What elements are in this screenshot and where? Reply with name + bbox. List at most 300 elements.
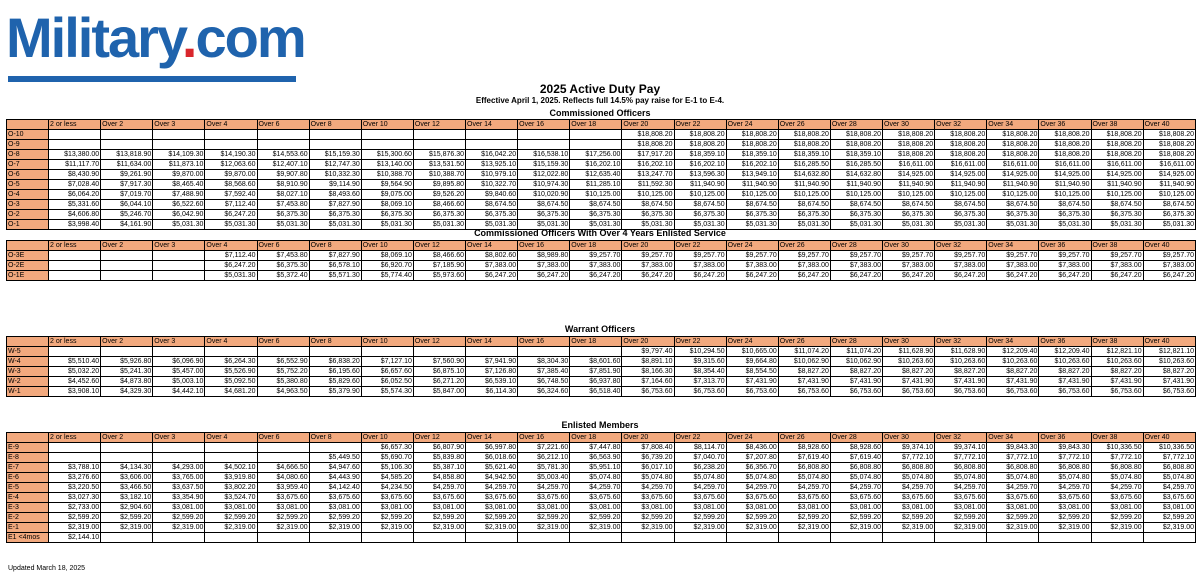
pay-cell: $8,674.50 [674,200,726,210]
pay-cell: $3,354.90 [153,493,205,503]
pay-cell: $7,164.60 [622,377,674,387]
pay-cell: $7,383.00 [778,261,830,271]
pay-cell: $6,375.30 [413,210,465,220]
pay-cell: $2,319.00 [830,523,882,533]
column-header: Over 6 [257,337,309,347]
pay-cell: $3,675.60 [778,493,830,503]
pay-cell: $18,808.20 [883,130,935,140]
column-header: Over 34 [987,241,1039,251]
pay-cell [49,453,101,463]
pay-cell: $7,827.90 [309,251,361,261]
pay-cell: $4,142.40 [309,483,361,493]
pay-cell: $2,599.20 [466,513,518,523]
pay-cell: $7,941.90 [466,357,518,367]
pay-cell: $11,940.90 [726,180,778,190]
pay-cell: $2,319.00 [778,523,830,533]
pay-cell: $2,319.00 [726,523,778,533]
pay-cell: $18,808.20 [883,140,935,150]
pay-cell: $16,611.00 [883,160,935,170]
pay-cell [309,130,361,140]
pay-cell [205,533,257,543]
pay-cell: $18,808.20 [1143,140,1195,150]
pay-cell: $3,081.00 [1091,503,1143,513]
pay-cell: $10,263.60 [1039,357,1091,367]
pay-row [7,377,1196,387]
pay-cell: $5,621.40 [466,463,518,473]
pay-cell: $18,808.20 [674,130,726,140]
pay-cell: $4,259.70 [1143,483,1195,493]
pay-cell: $4,259.70 [622,483,674,493]
pay-cell [257,140,309,150]
pay-row [7,513,1196,523]
pay-row [7,483,1196,493]
pay-cell: $8,910.90 [257,180,309,190]
pay-cell: $4,259.70 [518,483,570,493]
pay-cell: $10,388.70 [413,170,465,180]
pay-cell: $7,185.90 [413,261,465,271]
pay-cell: $6,195.60 [309,367,361,377]
pay-cell [309,533,361,543]
pay-cell: $10,125.00 [726,190,778,200]
pay-cell: $9,257.70 [935,251,987,261]
pay-cell: $5,074.80 [987,473,1039,483]
pay-cell: $6,247.20 [987,271,1039,281]
pay-cell: $2,599.20 [778,513,830,523]
pay-cell: $11,074.20 [830,347,882,357]
pay-cell: $9,870.00 [205,170,257,180]
pay-cell [153,261,205,271]
pay-cell [361,130,413,140]
pay-cell: $5,074.80 [622,473,674,483]
pay-cell: $8,827.20 [935,367,987,377]
pay-cell [153,453,205,463]
pay-cell: $16,202.10 [726,160,778,170]
column-header: Over 22 [674,337,726,347]
pay-cell: $11,940.90 [1091,180,1143,190]
pay-cell [413,533,465,543]
grade-label: O-9 [7,140,49,150]
pay-cell: $3,220.50 [49,483,101,493]
pay-cell: $3,081.00 [205,503,257,513]
column-header: Over 6 [257,120,309,130]
pay-cell [101,347,153,357]
column-header: Over 26 [778,241,830,251]
pay-cell: $5,839.80 [413,453,465,463]
pay-cell: $10,332.30 [309,170,361,180]
pay-cell: $2,599.20 [1143,513,1195,523]
column-header: Over 30 [883,337,935,347]
pay-cell: $3,081.00 [570,503,622,513]
column-header: Over 36 [1039,241,1091,251]
pay-cell: $7,431.90 [830,377,882,387]
pay-cell: $8,674.50 [622,200,674,210]
pay-cell: $6,753.60 [674,387,726,397]
column-header: Over 2 [101,120,153,130]
pay-cell: $10,388.70 [361,170,413,180]
pay-cell: $6,657.30 [361,443,413,453]
pay-cell: $13,140.00 [361,160,413,170]
pay-cell: $8,827.20 [1039,367,1091,377]
pay-cell: $10,336.50 [1091,443,1143,453]
column-header: Over 40 [1143,433,1195,443]
pay-cell: $5,241.30 [101,367,153,377]
pay-cell: $6,375.30 [466,210,518,220]
pay-cell: $7,592.40 [205,190,257,200]
column-header: 2 or less [49,241,101,251]
pay-cell: $4,606.80 [49,210,101,220]
pay-cell [1091,533,1143,543]
pay-cell: $5,571.30 [309,271,361,281]
pay-cell [205,130,257,140]
pay-cell: $2,319.00 [622,523,674,533]
column-header: Over 4 [205,120,257,130]
pay-cell: $5,031.30 [205,271,257,281]
grade-label: O-4 [7,190,49,200]
pay-cell: $3,182.10 [101,493,153,503]
pay-cell: $3,802.20 [205,483,257,493]
pay-cell: $5,031.30 [935,220,987,230]
pay-cell: $16,538.10 [518,150,570,160]
pay-cell: $7,112.40 [205,251,257,261]
pay-row [7,367,1196,377]
pay-cell: $8,674.50 [778,200,830,210]
pay-cell: $7,619.40 [778,453,830,463]
column-header: Over 32 [935,433,987,443]
pay-cell: $3,466.50 [101,483,153,493]
pay-cell: $8,674.50 [466,200,518,210]
pay-cell: $5,074.80 [883,473,935,483]
column-header: Over 3 [153,120,205,130]
pay-cell: $5,003.10 [153,377,205,387]
pay-cell: $9,075.00 [361,190,413,200]
pay-cell: $2,319.00 [674,523,726,533]
pay-cell: $9,840.60 [466,190,518,200]
pay-cell: $14,632.80 [830,170,882,180]
pay-cell: $16,202.10 [674,160,726,170]
pay-cell: $5,074.80 [570,473,622,483]
pay-cell: $7,827.90 [309,200,361,210]
pay-cell: $2,599.20 [205,513,257,523]
pay-cell [518,347,570,357]
grade-label: O-1 [7,220,49,230]
pay-cell: $8,989.80 [518,251,570,261]
pay-cell: $16,285.50 [830,160,882,170]
pay-cell: $13,925.10 [466,160,518,170]
pay-cell [622,533,674,543]
pay-cell: $7,383.00 [1091,261,1143,271]
pay-cell: $18,808.20 [935,140,987,150]
header-grade-cell [7,241,49,251]
pay-cell: $6,247.20 [883,271,935,281]
pay-cell: $8,465.40 [153,180,205,190]
pay-cell: $3,675.60 [518,493,570,503]
grade-label: O-2 [7,210,49,220]
pay-cell: $3,675.60 [883,493,935,503]
page-subtitle: Effective April 1, 2025. Reflects full 14.5% pay raise for E-1 to E-4. [475,96,725,105]
pay-cell: $7,383.00 [987,261,1039,271]
pay-cell: $4,293.00 [153,463,205,473]
pay-cell: $14,553.60 [257,150,309,160]
pay-cell: $18,359.10 [830,150,882,160]
pay-cell [153,533,205,543]
pay-cell: $18,808.20 [1039,140,1091,150]
pay-cell: $3,908.10 [49,387,101,397]
pay-cell: $7,383.00 [935,261,987,271]
pay-cell [570,347,622,357]
pay-cell: $12,407.10 [257,160,309,170]
pay-cell: $18,808.20 [935,150,987,160]
pay-cell [49,251,101,261]
pay-cell: $5,387.10 [413,463,465,473]
pay-cell: $18,808.20 [830,140,882,150]
column-header: Over 4 [205,241,257,251]
pay-cell: $3,675.60 [674,493,726,503]
section-title-commissioned: Commissioned Officers [549,108,651,118]
pay-cell: $8,674.50 [1143,200,1195,210]
pay-cell: $6,264.30 [205,357,257,367]
pay-cell: $9,257.70 [570,251,622,261]
pay-cell: $5,074.80 [830,473,882,483]
grade-label: O-1E [7,271,49,281]
pay-cell: $7,431.90 [987,377,1039,387]
pay-cell: $5,331.60 [49,200,101,210]
pay-cell: $7,453.80 [257,251,309,261]
pay-cell: $18,808.20 [778,140,830,150]
pay-cell: $3,675.60 [1143,493,1195,503]
pay-cell: $6,324.60 [518,387,570,397]
pay-cell [153,443,205,453]
pay-cell: $6,808.80 [1091,463,1143,473]
pay-cell: $6,808.80 [778,463,830,473]
column-header: Over 28 [830,241,882,251]
column-header: Over 18 [570,241,622,251]
pay-table-commissioned-enlisted [6,240,1196,281]
pay-cell: $10,336.50 [1143,443,1195,453]
pay-cell: $7,772.10 [987,453,1039,463]
pay-cell [726,533,778,543]
pay-cell: $7,028.40 [49,180,101,190]
pay-cell: $9,564.90 [361,180,413,190]
pay-row [7,347,1196,357]
pay-cell: $2,599.20 [830,513,882,523]
pay-cell: $6,375.30 [883,210,935,220]
pay-cell: $8,166.30 [622,367,674,377]
pay-cell: $5,031.30 [1143,220,1195,230]
pay-cell [570,533,622,543]
pay-cell: $2,599.20 [726,513,778,523]
pay-cell: $6,753.60 [935,387,987,397]
pay-cell: $18,808.20 [726,130,778,140]
pay-cell: $2,599.20 [361,513,413,523]
pay-cell: $4,259.70 [413,483,465,493]
pay-cell: $3,675.60 [830,493,882,503]
pay-cell [101,261,153,271]
pay-cell: $7,772.10 [883,453,935,463]
pay-cell: $3,675.60 [622,493,674,503]
pay-cell: $6,563.90 [570,453,622,463]
pay-cell: $11,285.10 [570,180,622,190]
pay-cell: $10,062.90 [778,357,830,367]
pay-cell: $4,161.90 [101,220,153,230]
pay-cell: $5,752.20 [257,367,309,377]
pay-cell: $5,031.30 [674,220,726,230]
pay-cell [413,130,465,140]
pay-cell: $11,940.90 [1039,180,1091,190]
column-header: Over 2 [101,433,153,443]
pay-cell: $9,374.10 [935,443,987,453]
pay-cell [153,140,205,150]
pay-cell: $5,031.30 [830,220,882,230]
pay-cell: $8,674.50 [570,200,622,210]
table-header-row [7,433,1196,443]
grade-label: E-6 [7,473,49,483]
pay-row [7,210,1196,220]
grade-label: E-4 [7,493,49,503]
grade-label: W-4 [7,357,49,367]
pay-cell: $9,797.40 [622,347,674,357]
pay-cell: $6,096.90 [153,357,205,367]
column-header: Over 3 [153,433,205,443]
pay-cell: $5,074.80 [1091,473,1143,483]
pay-cell: $8,827.20 [883,367,935,377]
pay-cell [361,347,413,357]
header-grade-cell [7,120,49,130]
column-header: Over 10 [361,433,413,443]
pay-cell: $4,329.30 [101,387,153,397]
pay-cell: $4,858.80 [413,473,465,483]
pay-cell: $7,385.40 [518,367,570,377]
pay-cell: $5,031.30 [361,220,413,230]
pay-cell: $8,827.20 [830,367,882,377]
pay-cell: $3,081.00 [987,503,1039,513]
grade-label: E-2 [7,513,49,523]
pay-cell: $9,257.70 [1039,251,1091,261]
pay-cell: $3,675.60 [413,493,465,503]
pay-cell: $18,808.20 [726,140,778,150]
pay-cell: $6,375.30 [674,210,726,220]
pay-cell: $6,937.80 [570,377,622,387]
pay-cell: $6,875.10 [413,367,465,377]
pay-cell: $5,951.10 [570,463,622,473]
pay-cell: $5,031.30 [883,220,935,230]
military-com-logo[interactable] [6,6,305,90]
grade-label: O-10 [7,130,49,140]
pay-cell: $9,257.70 [883,251,935,261]
pay-cell: $11,074.20 [778,347,830,357]
pay-cell: $6,247.20 [674,271,726,281]
pay-cell: $18,808.20 [987,130,1039,140]
pay-cell: $2,599.20 [1039,513,1091,523]
pay-cell: $6,375.30 [1039,210,1091,220]
pay-cell: $7,431.90 [883,377,935,387]
pay-cell [1039,533,1091,543]
pay-cell: $10,125.00 [622,190,674,200]
pay-cell: $9,843.30 [1039,443,1091,453]
pay-cell: $5,074.80 [935,473,987,483]
pay-cell [466,347,518,357]
pay-cell: $2,319.00 [101,523,153,533]
pay-cell: $18,808.20 [1143,130,1195,140]
pay-cell: $4,259.70 [466,483,518,493]
pay-cell [987,533,1039,543]
column-header: Over 3 [153,241,205,251]
pay-cell: $3,081.00 [1143,503,1195,513]
pay-cell: $8,827.20 [987,367,1039,377]
pay-cell [49,271,101,281]
pay-cell: $8,554.50 [726,367,778,377]
pay-cell: $9,257.70 [987,251,1039,261]
pay-cell: $6,018.60 [466,453,518,463]
pay-cell: $13,247.70 [622,170,674,180]
pay-cell: $5,031.30 [622,220,674,230]
grade-label: O-8 [7,150,49,160]
page-title: 2025 Active Duty Pay [539,82,661,96]
pay-cell: $18,808.20 [883,150,935,160]
pay-cell: $13,380.00 [49,150,101,160]
pay-cell [518,140,570,150]
pay-cell: $2,733.00 [49,503,101,513]
pay-cell [257,443,309,453]
grade-label: E-1 [7,523,49,533]
pay-cell: $17,917.20 [622,150,674,160]
pay-cell: $16,202.10 [570,160,622,170]
pay-cell: $4,873.80 [101,377,153,387]
pay-cell: $3,675.60 [466,493,518,503]
pay-cell: $5,074.80 [1039,473,1091,483]
pay-cell: $16,611.00 [987,160,1039,170]
pay-cell: $4,259.70 [830,483,882,493]
pay-cell: $16,611.00 [1039,160,1091,170]
pay-cell [205,140,257,150]
pay-cell: $9,907.80 [257,170,309,180]
pay-cell: $9,664.80 [726,357,778,367]
pay-row [7,503,1196,513]
column-header: Over 10 [361,337,413,347]
pay-cell: $6,271.20 [413,377,465,387]
pay-cell: $4,259.70 [674,483,726,493]
pay-cell: $11,940.90 [674,180,726,190]
pay-cell: $6,052.50 [361,377,413,387]
pay-cell: $2,599.20 [518,513,570,523]
pay-cell: $7,488.90 [153,190,205,200]
pay-cell: $7,431.90 [778,377,830,387]
pay-cell: $7,772.10 [1091,453,1143,463]
pay-cell: $7,560.90 [413,357,465,367]
pay-cell: $2,319.00 [413,523,465,533]
pay-cell: $8,601.60 [570,357,622,367]
section-title-commissioned-enlisted: Commissioned Officers With Over 4 Years Enlisted Service [474,228,726,238]
pay-cell: $11,628.90 [935,347,987,357]
column-header: Over 32 [935,120,987,130]
column-header: Over 10 [361,120,413,130]
pay-cell: $12,821.10 [1143,347,1195,357]
pay-cell: $8,674.50 [935,200,987,210]
pay-cell [257,453,309,463]
pay-row [7,271,1196,281]
pay-cell: $3,081.00 [830,503,882,513]
pay-cell: $12,635.40 [570,170,622,180]
pay-cell: $5,003.40 [518,473,570,483]
pay-cell [101,533,153,543]
pay-cell: $9,257.70 [622,251,674,261]
pay-cell [49,140,101,150]
pay-cell: $6,247.20 [622,271,674,281]
pay-cell: $2,319.00 [1039,523,1091,533]
pay-cell: $2,319.00 [466,523,518,533]
pay-row [7,357,1196,367]
pay-cell: $14,925.00 [1039,170,1091,180]
pay-cell [205,443,257,453]
